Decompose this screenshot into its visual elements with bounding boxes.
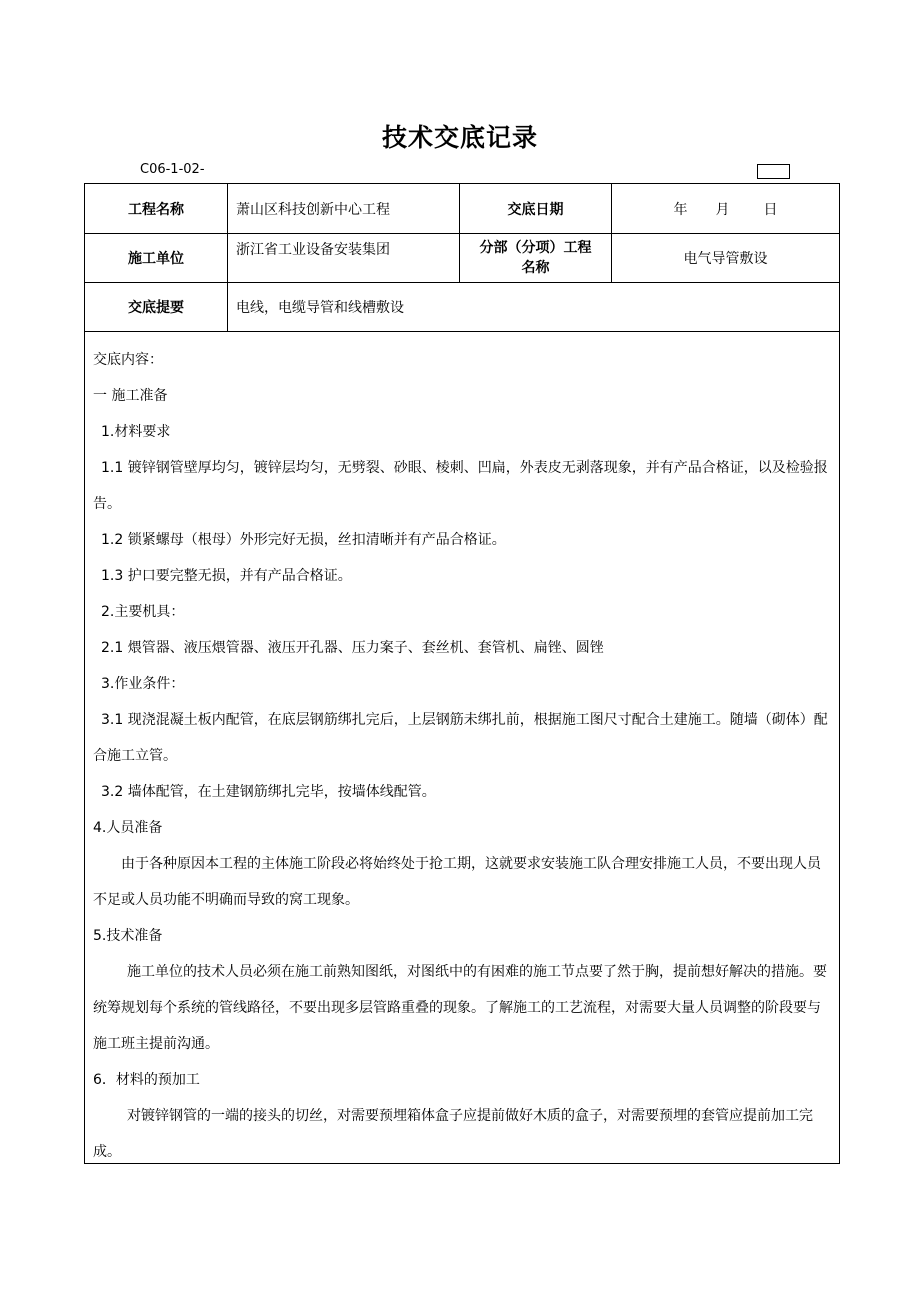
sub-project-label-line2: 名称: [521, 260, 550, 276]
unit-label: 施工单位: [85, 234, 228, 282]
date-year: 年: [673, 201, 688, 218]
document-title: 技术交底记录: [381, 123, 538, 152]
date-month: 月: [715, 201, 730, 218]
section-heading: 一 施工准备: [93, 388, 168, 404]
content-paragraph: 1.2 锁紧螺母（根母）外形完好无损，丝扣清晰并有产品合格证。: [101, 532, 506, 548]
unit-row: [85, 234, 839, 283]
subsection-heading: 2.主要机具：: [101, 604, 185, 620]
content-paragraph: 3.2 墙体配管，在土建钢筋绑扎完毕，按墙体线配管。: [101, 784, 436, 800]
project-name-value: 萧山区科技创新中心工程: [228, 184, 460, 233]
date-value: [612, 184, 839, 233]
content-paragraph: 施工单位的技术人员必须在施工前熟知图纸，对图纸中的有困难的施工节点要了然于胸，提前想好解决的措施。要统筹规划每个系统的管线路径，不要出现多层管路重叠的现象。了解施工的工艺流程，对需要大量人员调整的阶段要与施工班主提前沟通。: [93, 964, 827, 1052]
project-row: [85, 184, 839, 234]
content-paragraph: 1.3 护口要完整无损，并有产品合格证。: [101, 568, 352, 584]
project-name-label: 工程名称: [85, 184, 228, 233]
date-label: 交底日期: [460, 184, 612, 233]
summary-label: 交底提要: [85, 283, 228, 331]
summary-row: [85, 283, 839, 332]
content-paragraph: 对镀锌钢管的一端的接头的切丝，对需要预埋箱体盒子应提前做好木质的盒子，对需要预埋的套管应提前加工完成。: [93, 1108, 813, 1160]
subsection-heading: 4.人员准备: [93, 820, 163, 836]
subsection-heading: 1.材料要求: [101, 424, 171, 440]
form-code: C06-1-02-: [140, 162, 205, 177]
date-day: 日: [763, 201, 778, 218]
content-body: [85, 332, 839, 1170]
subsection-heading: 5.技术准备: [93, 928, 163, 944]
subsection-heading: 6．材料的预加工: [93, 1072, 200, 1088]
content-paragraph: 3.1 现浇混凝土板内配管，在底层钢筋绑扎完后，上层钢筋未绑扎前，根据施工图尺寸配合土建施工。随墙（砌体）配合施工立管。: [93, 712, 828, 764]
record-table: [84, 183, 840, 1164]
sub-project-label-line1: 分部（分项）工程: [479, 240, 592, 256]
unit-value: 浙江省工业设备安装集团: [228, 234, 460, 282]
content-paragraph: 2.1 煨管器、液压煨管器、液压开孔器、压力案子、套丝机、套管机、扁锉、圆锉: [101, 640, 604, 656]
content-paragraph: 1.1 镀锌钢管壁厚均匀，镀锌层均匀，无劈裂、砂眼、棱刺、凹扁，外表皮无剥落现象，并有产品合格证，以及检验报告。: [93, 460, 828, 512]
sub-project-value: 电气导管敷设: [683, 251, 768, 267]
content-paragraph: 由于各种原因本工程的主体施工阶段必将始终处于抢工期，这就要求安装施工队合理安排施工人员，不要出现人员不足或人员功能不明确而导致的窝工现象。: [93, 856, 821, 908]
subsection-heading: 3.作业条件：: [101, 676, 185, 692]
code-number-box: [757, 164, 790, 179]
summary-value: 电线，电缆导管和线槽敷设: [236, 300, 404, 316]
content-heading: 交底内容：: [93, 352, 163, 368]
sub-project-label: [460, 234, 612, 282]
